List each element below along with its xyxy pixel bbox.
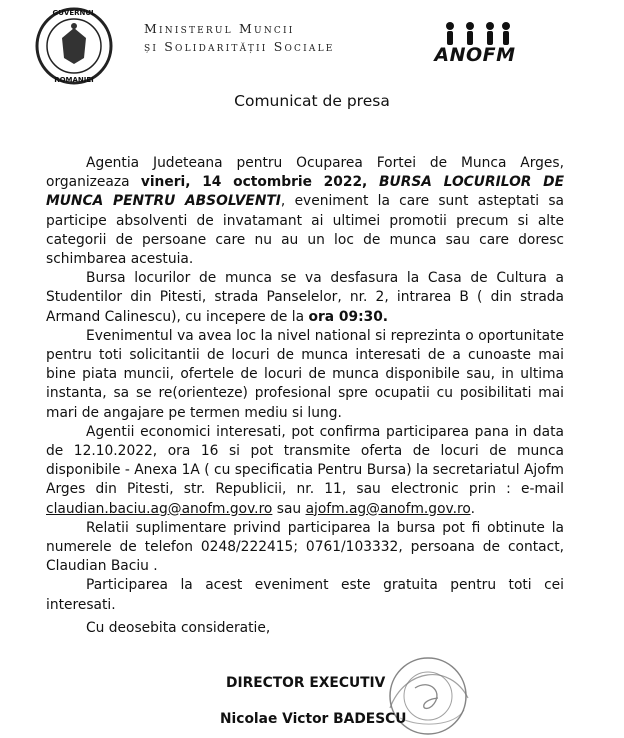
signatory-name: Nicolae Victor BADESCU: [220, 711, 407, 727]
ministry-line-2: și Solidarității Sociale: [144, 39, 335, 54]
guvernul-romaniei-seal: [24, 6, 124, 86]
paragraph-6: Participarea la acest eveniment este gratuita pentru toti cei interesati.: [46, 577, 564, 613]
anofm-logo-text: ANOFM: [434, 44, 516, 66]
email-link-2[interactable]: ajofm.ag@anofm.gov.ro: [305, 500, 471, 517]
email-link-1[interactable]: claudian.baciu.ag@anofm.gov.ro: [46, 500, 273, 517]
event-date: vineri, 14 octombrie 2022,: [140, 174, 379, 191]
svg-text:GUVERNUL: GUVERNUL: [52, 9, 96, 17]
svg-text:ROMANIEI: ROMANIEI: [54, 76, 94, 84]
ministry-name: [144, 20, 335, 56]
event-time: ora 09:30.: [308, 308, 389, 325]
ministry-line-1: Ministerul Muncii: [144, 21, 295, 36]
paragraph-2: Bursa locurilor de munca se va desfasura la Casa de Cultura a Studentilor din Pitesti, strada Panselelor, nr. 2, intrarea B ( din strada Armand Calinescu), cu incepere de la ora 09:30.: [46, 270, 564, 325]
signatory-title: DIRECTOR EXECUTIV: [226, 675, 386, 691]
closing-salutation: Cu deosebita consideratie,: [86, 620, 271, 636]
paragraph-5: Relatii suplimentare privind participarea la bursa pot fi obtinute la numerele de telefon 0248/222415; 0761/103332, persoana de contact, Claudian Baciu .: [46, 519, 564, 575]
page-title: Comunicat de presa: [234, 92, 390, 110]
paragraph-4: Agentii economici interesati, pot confirma participarea pana in data de 12.10.2022, ora 16 si pot transmite oferta de locuri de munca disponibile - Anexa 1A ( cu specificatia Pentru Bursa) la secretariatul Ajofm Arges din Pitesti, str. Republicii, nr. 11, sau electronic prin : e-mail claudian.baciu.ag@anofm.gov.ro sau ajofm.ag@anofm.gov.ro.: [46, 423, 564, 517]
paragraph-1: Agentia Judeteana pentru Ocuparea Fortei de Munca Arges, organizeaza vineri, 14 octombrie 2022, BURSA LOCURILOR DE MUNCA PENTRU ABSOLVENTI, eveniment la care sunt asteptati sa participe absolventi de invatamant ai ultimei promotii precum si alte categorii de persoane care nu au un loc de munca sau care doresc schimbarea acestuia.: [46, 155, 565, 268]
paragraph-3: Evenimentul va avea loc la nivel national si reprezinta o oportunitate pentru toti solicitantii de locuri de munca interesati de a cunoaste mai bine piata muncii, ofertele de locuri de munca disponibile sau, in ultima instanta, sa se re(orienteze) profesional spre ocupatii cu posibilitati mai mari de angajare pe termen mediu si lung.: [46, 327, 564, 421]
event-name: BURSA LOCURILOR DE MUNCA PENTRU ABSOLVENTI: [46, 174, 564, 210]
document-body: [46, 154, 564, 615]
